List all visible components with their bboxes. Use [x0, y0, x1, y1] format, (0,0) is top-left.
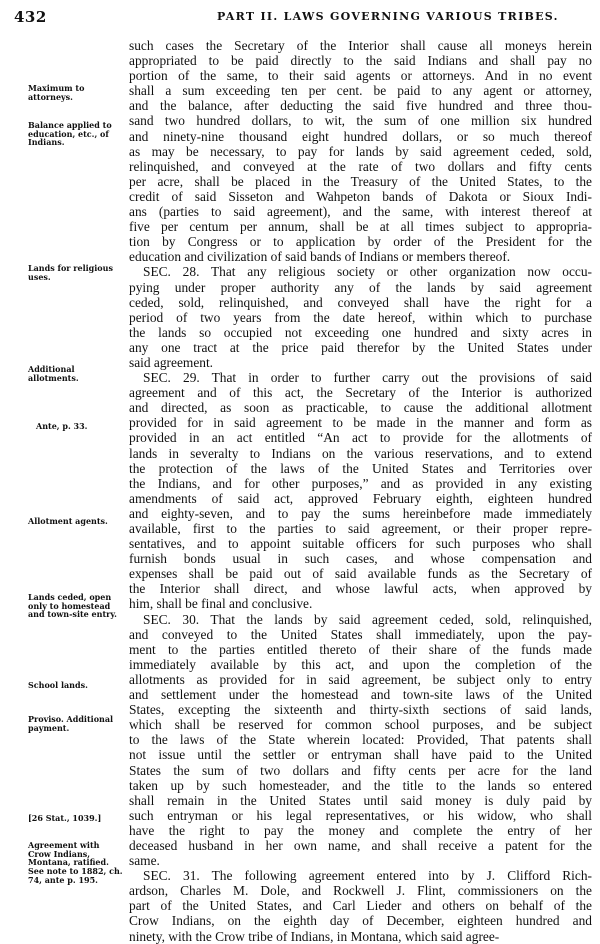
body-line: ceded, sold, relinquished, and conveyed shall have the right for a [129, 294, 592, 310]
body-line: pying under proper authority any of the lands by said agreement [129, 279, 592, 295]
body-line: provided in an act entitled “An act to provide for the allotments of [129, 430, 592, 446]
body-line: tion by Congress or to application by order of the President for the [129, 234, 592, 250]
note-maximum-to-attorneys: Maximum to attorneys. [28, 83, 85, 102]
body-line: credit of said Sisseton and Wahpeton bands of Dakota or Sioux Indi- [129, 188, 592, 204]
body-line: such cases the Secretary of the Interior shall cause all moneys herein [129, 38, 592, 53]
note-ante-p33: Ante, p. 33. [36, 421, 88, 431]
note-proviso: Proviso. Additional payment. [28, 714, 114, 733]
body-line: allotments as provided for in said agreement, be subject only to entry [129, 671, 592, 687]
body-line: part of the United States, and Carl Lieder and others on behalf of the [129, 898, 592, 914]
body-line: SEC. 31. The following agreement entered into by J. Clifford Rich- [143, 868, 592, 884]
body-line: sentatives, and to appoint suitable officers for such purposes who shall [129, 536, 592, 552]
body-line: ninety, with the Crow tribe of Indians, in Montana, which said agree- [129, 928, 500, 944]
body-line: and ninety-nine thousand eight hundred dollars, or so much thereof [129, 128, 592, 144]
body-line: per acre, shall be placed in the Treasury of the United States, to the [129, 173, 592, 189]
note-lands-religious: Lands for religious uses. [28, 263, 113, 282]
body-line: States the sum of two dollars and fifty cents per acre for the land [129, 762, 592, 778]
body-line: have the right to pay the money and complete the entry of her [129, 822, 592, 838]
body-line: available, first to the parties to said agreement, or their proper repre- [129, 521, 592, 536]
body-line: portion of the same, to their said agents or attorneys. And in no event [129, 68, 592, 84]
body-line: which shall be reserved for common school purposes, and be subject [129, 717, 592, 733]
body-line: period of two years from the date hereof, within which to purchase [129, 309, 592, 325]
body-line: furnish bonds usual in such cases, and whose compensation and [129, 551, 592, 567]
body-line: lands in severalty to Indians on the various reservations, and to extend [129, 445, 592, 461]
note-lands-ceded: Lands ceded, open only to homestead and town-site entry. [28, 592, 117, 620]
body-line: and conveyed to the United States shall immediately, upon the pay- [129, 626, 592, 642]
body-line: deceased husband in her own name, and shall receive a patent for the [129, 837, 592, 853]
body-line: sand two hundred dollars, to wit, the sum of one million six hundred [129, 113, 592, 129]
body-line: and the balance, after deducting the said five hundred and three thou- [129, 98, 592, 114]
body-line: immediately available by this act, and upon the completion of the [129, 656, 592, 672]
body-line: taken up by such homesteader, and the title to the lands so entered [129, 777, 592, 793]
body-line: ment to the parties entitled thereto of their share of the funds made [129, 641, 592, 657]
body-line: SEC. 29. That in order to further carry out the provisions of said [143, 370, 592, 386]
body-line: the protection of the laws of the United States and Territories over [129, 460, 592, 476]
note-crow-agreement: Agreement with Crow Indians, Montana, ratified. [28, 840, 109, 868]
body-line: the lands so occupied not exceeding one hundred and sixty acres in [129, 324, 592, 340]
body-line: any one tract at the price paid therefor by the United States under [129, 339, 592, 355]
running-title: PART II. LAWS GOVERNING VARIOUS TRIBES. [217, 10, 559, 23]
body-line: agreement and of this act, the Secretary of the Interior is authorized [129, 385, 592, 401]
page-header [14, 8, 586, 28]
body-line: and directed, as soon as practicable, to cause the additional allotment [129, 400, 592, 416]
note-allotment-agents: Allotment agents. [28, 516, 108, 526]
body-line: the Indians, and for other purposes,” and as provided in any existing [129, 475, 592, 491]
note-balance-applied: Balance applied to education, etc., of Indians. [28, 120, 112, 148]
note-statute-ref: [26 Stat., 1039.] [28, 813, 102, 823]
body-line: provided for in said agreement to be made in the manner and form as [129, 415, 592, 431]
body-line: such entryman or his legal representatives, or his widow, who shall [129, 807, 592, 823]
body-line: five per centum per annum, shall be at all times subject to appropria- [129, 219, 592, 235]
body-line: and eighty-seven, and to pay the sums hereinbefore made immediately [129, 505, 592, 521]
body-line: to the laws of the State wherein located: Provided, That patents shall [129, 732, 592, 748]
body-line: expenses shall be paid out of said available funds as the Secretary of [129, 566, 592, 582]
body-line: not issue until the settler or entryman shall have paid to the United [129, 747, 592, 763]
body-line: ardson, Charles M. Dole, and Rockwell J. Flint, commissioners on the [129, 883, 592, 899]
body-line: Crow Indians, on the eighth day of December, eighteen hundred and [129, 913, 592, 929]
body-line: shall a sum exceeding ten per cent. be paid to any agent or attorney, [129, 83, 592, 99]
body-line: as may be necessary, to pay for lands by said agreement ceded, sold, [129, 143, 592, 159]
body-line: SEC. 28. That any religious society or other organization now occu- [143, 264, 592, 280]
note-see-note-1882: See note to 1882, ch. 74, ante p. 195. [28, 866, 123, 885]
body-line: amendments of said act, approved February eighth, eighteen hundred [129, 490, 592, 506]
note-school-lands: School lands. [28, 680, 88, 690]
note-additional-allotments: Additional allotments. [28, 364, 79, 383]
body-line: shall remain in the United States until said money is duly paid by [129, 792, 592, 808]
body-line: same. [129, 853, 160, 869]
body-text [129, 38, 592, 944]
body-line: and settlement under the homestead and town-site laws of the United [129, 687, 592, 703]
body-line: the Interior shall direct, and whose lawful acts, when approved by [129, 581, 592, 597]
body-line: ans (parties to said agreement), and the same, with interest thereof at [129, 204, 592, 220]
page-number: 432 [14, 8, 47, 26]
body-line: appropriated to be paid directly to the said Indians and shall pay no [129, 53, 592, 69]
body-line: education and civilization of said bands of Indians or members thereof. [129, 249, 511, 265]
body-line: said agreement. [129, 354, 214, 370]
body-line: States, excepting the sixteenth and thirty-sixth sections of said lands, [129, 702, 592, 718]
body-line: him, shall be final and conclusive. [129, 596, 313, 612]
body-line: relinquished, and conveyed at the rate of two dollars and fifty cents [129, 158, 592, 174]
body-line: SEC. 30. That the lands by said agreement ceded, sold, relinquished, [143, 611, 592, 627]
